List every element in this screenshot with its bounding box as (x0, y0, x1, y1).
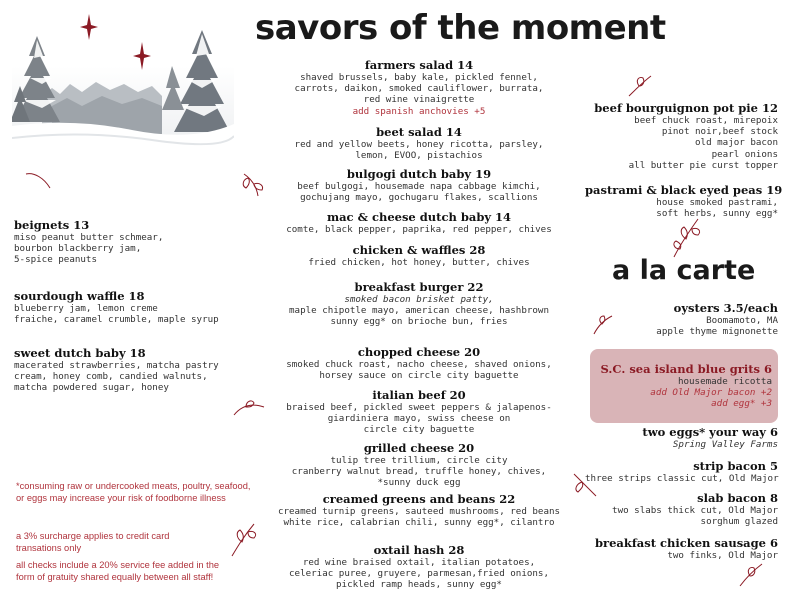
dish-description: cream, honey comb, candied walnuts, (14, 371, 208, 383)
dish-description: giardiniera mayo, swiss cheese on (327, 413, 511, 425)
dish-description: celeriac puree, gruyere, parmesan,fried onions, (289, 568, 549, 580)
center-menu-item (268, 441, 570, 489)
dish-description: pinot noir,beef stock (661, 126, 778, 138)
dish-note: smoked bacon brisket patty, (344, 294, 494, 305)
center-menu-item (268, 280, 570, 328)
alacarte-item (585, 459, 778, 484)
dish-name: S.C. sea island blue grits 6 (600, 362, 772, 376)
center-menu-item (268, 492, 570, 528)
dish-description: gochujang mayo, gochugaru flakes, scallions (300, 192, 538, 204)
dish-description: red and yellow beets, honey ricotta, parsley, (294, 139, 544, 150)
dish-name: beignets 13 (14, 218, 90, 232)
dish-description: two slabs thick cut, Old Major (612, 505, 778, 516)
dish-name: oxtail hash 28 (373, 543, 465, 557)
dish-name: sourdough waffle 18 (14, 289, 145, 303)
dish-description: maple chipotle mayo, american cheese, hashbrown (289, 305, 549, 317)
center-menu-item (268, 58, 570, 117)
dish-name: chicken & waffles 28 (352, 243, 486, 257)
dish-description: beef chuck roast, mirepoix (634, 115, 778, 126)
dish-description: fried chicken, hot honey, butter, chives (308, 257, 530, 268)
dish-description: two finks, Old Major (667, 550, 778, 561)
dish-description: carrots, daikon, smoked cauliflower, burrata, (294, 83, 544, 95)
dish-name: breakfast chicken sausage 6 (595, 536, 778, 550)
right-menu-item (585, 101, 778, 171)
surcharge-notice: a 3% surcharge applies to credit card transations only (16, 531, 170, 553)
left-menu-item (14, 346, 264, 394)
service-fee-notice: all checks include a 20% service fee added in the form of gratuity shared equally between all staff! (16, 560, 220, 582)
dish-addon: add egg* +3 (711, 398, 772, 410)
dish-description: braised beef, pickled sweet peppers & jalapenos- (286, 402, 552, 413)
dish-addon: add Old Major bacon +2 (650, 387, 772, 399)
dish-description: lemon, EVOO, pistachios (355, 150, 483, 162)
dish-name: pastrami & black eyed peas 19 (585, 183, 783, 197)
dish-name: strip bacon 5 (693, 459, 778, 473)
dish-description: red wine vinaigrette (363, 94, 475, 106)
dish-name: slab bacon 8 (697, 491, 778, 505)
dish-description: smoked chuck roast, nacho cheese, shaved onions, (286, 359, 552, 370)
dish-description: shaved brussels, baby kale, pickled fennel, (300, 72, 538, 83)
sparkle-star-icon (133, 42, 151, 70)
alacarte-item (585, 301, 778, 337)
leaf-sprig-icon (625, 72, 655, 100)
dish-description: tulip tree trillium, circle city (330, 455, 508, 466)
dish-description: housemade ricotta (677, 376, 772, 387)
dish-description: matcha powdered sugar, honey (14, 382, 169, 394)
dish-note: Spring Valley Farms (672, 439, 778, 450)
dish-description: blueberry jam, lemon creme (14, 303, 158, 314)
dish-description: apple thyme mignonette (656, 326, 778, 338)
alacarte-item (585, 491, 778, 527)
dish-description: *sunny duck egg (377, 477, 461, 489)
dish-description: white rice, calabrian chili, sunny egg*, cilantro (283, 517, 555, 529)
dish-name: mac & cheese dutch baby 14 (326, 210, 512, 224)
dish-description: circle city baguette (363, 424, 475, 436)
center-menu-item (268, 388, 570, 436)
center-menu-item (268, 543, 570, 591)
dish-name: oysters 3.5/each (673, 301, 778, 315)
dish-name: chopped cheese 20 (357, 345, 481, 359)
leaf-sprig-icon (226, 520, 260, 560)
dish-name: beef bourguignon pot pie 12 (594, 101, 778, 115)
alacarte-heading: a la carte (612, 255, 756, 286)
dish-description: fraiche, caramel crumble, maple syrup (14, 314, 219, 326)
leaf-sprig-icon (232, 395, 266, 421)
snowy-forest-illustration (12, 26, 234, 154)
left-menu-item (14, 218, 264, 266)
center-menu-item (268, 345, 570, 381)
leaf-sprig-icon (736, 560, 766, 590)
dish-description: comte, black pepper, paprika, red pepper, chives (286, 224, 552, 235)
leaf-sprig-icon (240, 170, 270, 200)
dish-description: red wine braised oxtail, italian potatoes, (302, 557, 536, 568)
dish-description: pickled ramp heads, sunny egg* (336, 579, 502, 591)
dish-description: beef bulgogi, housemade napa cabbage kimchi, (297, 181, 541, 192)
dish-name: grilled cheese 20 (363, 441, 475, 455)
page-title: savors of the moment (255, 8, 666, 48)
alacarte-item (585, 425, 778, 450)
dish-description: cranberry walnut bread, truffle honey, chives, (291, 466, 547, 478)
right-menu-item (585, 183, 783, 220)
dish-description: soft herbs, sunny egg* (656, 208, 778, 220)
dish-name: creamed greens and beans 22 (322, 492, 516, 506)
dish-description: miso peanut butter schmear, (14, 232, 164, 243)
dish-name: italian beef 20 (372, 388, 466, 402)
alacarte-item (592, 362, 772, 410)
dish-name: beet salad 14 (376, 125, 462, 139)
sparkle-star-icon (80, 14, 98, 40)
dish-description: sorghum glazed (700, 516, 778, 528)
dish-description: horsey sauce on circle city baguette (319, 370, 519, 382)
allergy-notice: *consuming raw or undercooked meats, poultry, seafood, or eggs may increase your risk of foodborne illness (16, 481, 251, 503)
alacarte-item (585, 536, 778, 561)
left-menu-item (14, 289, 264, 325)
dish-name: bulgogi dutch baby 19 (346, 167, 492, 181)
dish-description: pearl onions (711, 148, 778, 160)
dish-description: 5-spice peanuts (14, 254, 97, 266)
dish-description: Boomamoto, MA (706, 315, 778, 326)
dish-name: breakfast burger 22 (354, 280, 484, 294)
dish-name: sweet dutch baby 18 (14, 346, 146, 360)
dish-description: old major bacon (695, 137, 778, 149)
center-menu-item (268, 210, 570, 235)
dish-description: three strips classic cut, Old Major (585, 473, 779, 484)
dish-description: bourbon blackberry jam, (14, 243, 142, 255)
center-menu-item (268, 167, 570, 203)
dish-description: creamed turnip greens, sauteed mushrooms, red beans (277, 506, 561, 517)
dish-description: macerated strawberries, matcha pastry (14, 360, 219, 371)
dish-name: two eggs* your way 6 (642, 425, 778, 439)
center-menu-item (268, 243, 570, 268)
dish-description: house smoked pastrami, (656, 197, 778, 208)
dish-description: all butter pie curst topper (628, 159, 778, 171)
dish-name: farmers salad 14 (364, 58, 474, 72)
dish-addon: add spanish anchovies +5 (352, 105, 486, 117)
center-menu-item (268, 125, 570, 161)
dish-description: sunny egg* on brioche bun, fries (330, 316, 508, 328)
leaf-sprig-icon (24, 170, 54, 192)
